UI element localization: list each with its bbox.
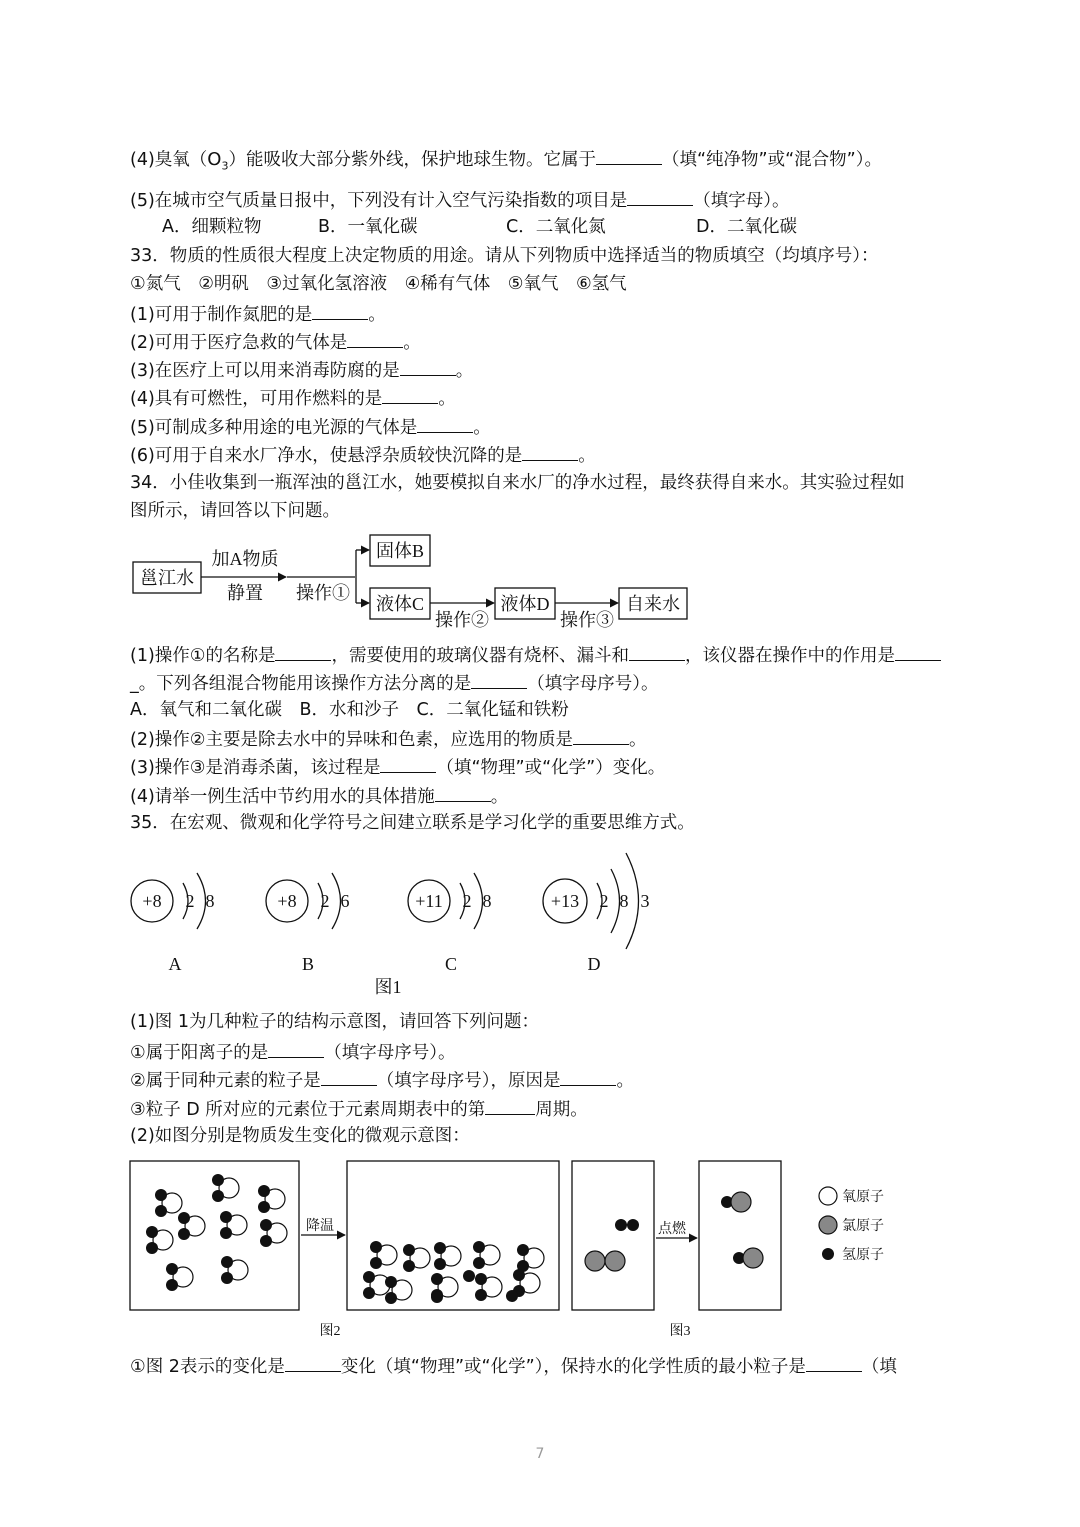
- shell-count-a-2: 8: [205, 891, 215, 911]
- flow-tap-water: 自来水: [626, 594, 680, 614]
- answer-blank[interactable]: [380, 754, 436, 773]
- particle-label-a: A: [168, 954, 182, 974]
- answer-blank[interactable]: [268, 1039, 324, 1058]
- q33-item-4: (4)具有可燃性，可用作燃料的是 。: [130, 385, 456, 411]
- hydrogen-atom: [431, 1291, 443, 1303]
- option-b: B．一氧化碳: [318, 217, 418, 237]
- fig3-before-box: [572, 1161, 654, 1310]
- shell-count-c-1: 2: [462, 891, 472, 911]
- q34-stem-line1: 34．小佳收集到一瓶浑浊的邕江水，她要模拟自来水厂的净水过程，最终获得自来水。其实验过程如: [130, 473, 905, 493]
- shell-count-b-2: 6: [340, 891, 350, 911]
- q32-part5: (5)在城市空气质量日报中，下列没有计入空气污染指数的项目是 （填字母）。: [130, 187, 790, 213]
- shell-count-a-1: 2: [185, 891, 195, 911]
- hydrogen-atom: [463, 1270, 475, 1282]
- answer-blank[interactable]: [417, 414, 473, 433]
- fig3-after-box: [699, 1161, 781, 1310]
- flow-op1: 操作①: [296, 583, 350, 603]
- nucleus-charge-d: +13: [550, 891, 580, 911]
- particle-label-b: B: [301, 954, 315, 974]
- water-molecule: [517, 1244, 544, 1272]
- water-molecule: [258, 1185, 285, 1213]
- nucleus-charge-b: +8: [277, 891, 297, 911]
- q33-item-3: (3)在医疗上可以用来消毒防腐的是 。: [130, 357, 473, 383]
- fig3-arrow-label: 点燃: [658, 1222, 686, 1237]
- water-molecule: [146, 1226, 173, 1254]
- answer-blank[interactable]: [321, 1067, 377, 1086]
- chlorine-molecule: [585, 1251, 625, 1271]
- water-molecule: [220, 1211, 247, 1239]
- flow-liquid-c: 液体C: [375, 594, 425, 614]
- answer-blank[interactable]: [522, 442, 578, 461]
- page-number: 7: [535, 1446, 545, 1462]
- water-molecule: [434, 1242, 461, 1270]
- answer-blank[interactable]: [895, 642, 941, 661]
- water-molecule: [166, 1263, 193, 1291]
- q33-stem: 33．物质的性质很大程度上决定物质的用途。请从下列物质中选择适当的物质填空（均填序号）：: [130, 246, 879, 266]
- answer-blank[interactable]: [435, 783, 491, 802]
- hydrogen-atom: [506, 1290, 518, 1302]
- shell-count-d-3: 3: [640, 891, 650, 911]
- shell-count-d-1: 2: [599, 891, 609, 911]
- answer-blank[interactable]: [596, 146, 662, 165]
- nucleus-charge-c: +11: [415, 891, 443, 911]
- answer-blank[interactable]: [347, 329, 403, 348]
- q33-item-1: (1)可用于制作氮肥的是 。: [130, 301, 386, 327]
- option-d: D．二氧化碳: [696, 217, 797, 237]
- flow-solid-b: 固体B: [375, 541, 425, 561]
- q33-item-5: (5)可制成多种用途的电光源的气体是 。: [130, 414, 491, 440]
- flow-liquid-d: 液体D: [500, 594, 550, 614]
- legend-hydrogen-icon: [822, 1248, 834, 1260]
- legend-oxygen-icon: [819, 1187, 837, 1205]
- flow-add-a: 加A物质: [211, 549, 279, 569]
- shell-count-b-1: 2: [320, 891, 330, 911]
- answer-blank[interactable]: [573, 726, 629, 745]
- answer-blank[interactable]: [275, 642, 331, 661]
- q34-question-4: (4)请举一例生活中节约用水的具体措施 。: [130, 783, 508, 809]
- q34-question-1-cont: _。下列各组混合物能用该操作方法分离的是 （填字母序号）。: [130, 670, 659, 696]
- q33-substances: ①氮气 ②明矾 ③过氧化氢溶液 ④稀有气体 ⑤氧气 ⑥氢气: [130, 274, 627, 294]
- q33-item-2: (2)可用于医疗急救的气体是 。: [130, 329, 421, 355]
- q32-part4: (4)臭氧$(O_3)$能吸收大部分紫外线，保护地球生物。它属于 （填“纯净物”或“混合物”）。: [130, 146, 882, 179]
- figure-2-caption: 图2: [319, 1324, 341, 1339]
- water-molecule: [178, 1212, 205, 1240]
- q35-stem: 35．在宏观、微观和化学符号之间建立联系是学习化学的重要思维方式。: [130, 813, 695, 833]
- hcl-molecule: [733, 1248, 763, 1268]
- q35-part1-1: ①属于阳离子的是 （填字母序号）。: [130, 1039, 455, 1065]
- water-molecule: [370, 1241, 397, 1269]
- shell-count-d-2: 8: [619, 891, 629, 911]
- answer-blank[interactable]: [485, 1096, 535, 1115]
- water-molecule: [475, 1273, 502, 1301]
- option-c: C．二氧化氮: [506, 217, 606, 237]
- figure-3-caption: 图3: [669, 1324, 691, 1339]
- hydrogen-molecule: [615, 1219, 639, 1231]
- q33-item-6: (6)可用于自来水厂净水，使悬浮杂质较快沉降的是 。: [130, 442, 596, 468]
- q35-part1-3: ③粒子 D 所对应的元素位于元素周期表中的第 周期。: [130, 1096, 588, 1122]
- legend-oxygen: 氧原子: [842, 1190, 884, 1205]
- figure-1-caption: 图1: [374, 977, 402, 997]
- shell-arc: [611, 869, 620, 933]
- water-molecule: [221, 1256, 248, 1284]
- q35-part2: (2)如图分别是物质发生变化的微观示意图：: [130, 1126, 470, 1146]
- water-molecule: [260, 1219, 287, 1247]
- q34-question-1-options: A．氧气和二氧化碳 B．水和沙子 C．二氧化锰和铁粉: [130, 700, 569, 720]
- atomic-structure-figure: [0, 840, 1080, 1000]
- q34-stem-line2: 图所示，请回答以下问题。: [130, 501, 340, 521]
- nucleus-charge-a: +8: [142, 891, 162, 911]
- legend-chlorine: 氯原子: [842, 1219, 884, 1234]
- water-molecule: [155, 1189, 182, 1217]
- answer-blank[interactable]: [627, 187, 693, 206]
- shell-arc: [197, 873, 206, 929]
- shell-arc: [474, 873, 483, 929]
- shell-count-c-2: 8: [482, 891, 492, 911]
- answer-blank[interactable]: [400, 357, 456, 376]
- hcl-molecule: [721, 1192, 751, 1212]
- q34-question-1: (1)操作①的名称是 ，需要使用的玻璃仪器有烧杯、漏斗和 ，该仪器在操作中的作用是: [130, 642, 941, 668]
- q34-question-2: (2)操作②主要是除去水中的异味和色素，应选用的物质是 。: [130, 726, 646, 752]
- flow-op2: 操作②: [435, 610, 489, 630]
- particle-label-c: C: [444, 954, 458, 974]
- legend-hydrogen: 氢原子: [842, 1248, 884, 1263]
- q35-part1-2: ②属于同种元素的粒子是 （填字母序号），原因是 。: [130, 1067, 634, 1093]
- water-molecule: [212, 1174, 239, 1202]
- fig2-arrow-label: 降温: [306, 1219, 334, 1234]
- answer-blank[interactable]: [312, 301, 368, 320]
- q34-question-3: (3)操作③是消毒杀菌，该过程是 （填“物理”或“化学”）变化。: [130, 754, 665, 780]
- microscopic-change-figure: [0, 1150, 1080, 1345]
- q35-part1: (1)图 1为几种粒子的结构示意图，请回答下列问题：: [130, 1012, 539, 1032]
- water-molecule: [473, 1241, 500, 1269]
- flow-source: 邕江水: [140, 568, 194, 588]
- shell-arc: [332, 873, 341, 929]
- answer-blank[interactable]: [285, 1353, 341, 1372]
- flow-op3: 操作③: [560, 610, 614, 630]
- answer-blank[interactable]: [806, 1353, 862, 1372]
- legend-chlorine-icon: [819, 1216, 837, 1234]
- q35-part2-1: ①图 2表示的变化是 变化（填“物理”或“化学”），保持水的化学性质的最小粒子是 （填: [130, 1353, 897, 1379]
- answer-blank[interactable]: [560, 1067, 616, 1086]
- particle-label-d: D: [587, 954, 601, 974]
- answer-blank[interactable]: [382, 385, 438, 404]
- water-purification-flowchart: [0, 530, 1080, 630]
- answer-blank[interactable]: [629, 642, 685, 661]
- answer-blank[interactable]: [471, 670, 527, 689]
- flow-settle: 静置: [227, 583, 263, 603]
- option-a: A．细颗粒物: [162, 217, 262, 237]
- water-molecule: [403, 1244, 430, 1272]
